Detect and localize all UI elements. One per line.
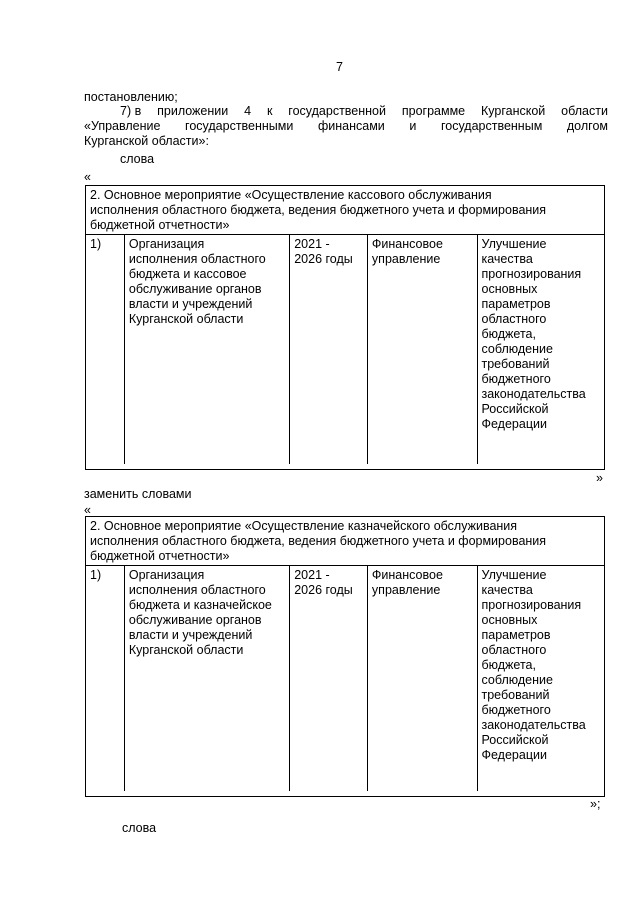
activity-name [125, 566, 290, 791]
amendment-paragraph [84, 104, 608, 149]
word: к [266, 104, 273, 118]
word: государственными [185, 119, 294, 133]
word: государственным [440, 119, 543, 133]
replace-label: заменить словами [84, 487, 192, 501]
text-line: соблюдение [481, 342, 553, 356]
new-table-header [86, 517, 604, 566]
paragraph-line-3: Курганской области»: [84, 134, 209, 148]
text-line: Улучшение [481, 237, 547, 251]
quote-open: « [84, 170, 91, 184]
text-line: Финансовое [371, 568, 443, 582]
text-line: бюджетного [481, 703, 551, 717]
quote-close: »; [590, 797, 601, 811]
expected-result [478, 566, 605, 791]
intro-line: постановлению; [84, 90, 178, 104]
word: приложении [157, 104, 229, 118]
executor [368, 566, 478, 791]
text-line: параметров [481, 628, 551, 642]
text-line: Российской [481, 402, 549, 416]
text-line: Организация [128, 568, 205, 582]
period [290, 566, 368, 791]
text-line: исполнения областного [128, 583, 266, 597]
text-line: бюджета и казначейское [128, 598, 272, 612]
header-line: 2. Основное мероприятие «Осуществление казначейского обслуживания [90, 519, 518, 533]
text-line: управление [371, 252, 441, 266]
text-line: соблюдение [481, 673, 553, 687]
text-line: Улучшение [481, 568, 547, 582]
word: программе [401, 104, 466, 118]
text-line: областного [481, 312, 547, 326]
word: Курганской [481, 104, 546, 118]
text-line: законодательства [481, 387, 586, 401]
text-line: Федерации [481, 417, 547, 431]
word: финансами [317, 119, 385, 133]
text-line: бюджета и кассовое [128, 267, 247, 281]
executor [368, 235, 478, 464]
text-line: Организация [128, 237, 205, 251]
text-line: Финансовое [371, 237, 443, 251]
paragraph-line-1 [84, 104, 608, 119]
quote-open: « [84, 503, 91, 517]
text-line: качества [481, 252, 533, 266]
old-table [85, 185, 605, 470]
row-number: 1) [86, 566, 125, 791]
text-line: 2021 - [294, 568, 330, 582]
word: и [409, 119, 417, 133]
text-line: требований [481, 688, 550, 702]
header-line: исполнения областного бюджета, ведения бюджетного учета и формирования [90, 534, 547, 548]
expected-result [478, 235, 605, 464]
text-line: Курганской области [128, 312, 244, 326]
text-line: власти и учреждений [128, 628, 253, 642]
text-line: 2021 - [294, 237, 330, 251]
header-line: 2. Основное мероприятие «Осуществление кассового обслуживания [90, 188, 492, 202]
text-line: прогнозирования [481, 267, 582, 281]
text-line: бюджетного [481, 372, 551, 386]
text-line: основных [481, 613, 538, 627]
page-number: 7 [336, 60, 343, 74]
paragraph-line-2 [84, 119, 608, 134]
header-line: исполнения областного бюджета, ведения бюджетного учета и формирования [90, 203, 547, 217]
text-line: требований [481, 357, 550, 371]
text-line: обслуживание органов [128, 613, 262, 627]
old-table-row [86, 235, 604, 464]
word: области [561, 104, 608, 118]
quote-close: » [596, 471, 603, 485]
activity-name [125, 235, 290, 464]
text-line: Федерации [481, 748, 547, 762]
text-line: исполнения областного [128, 252, 266, 266]
new-table-row [86, 566, 604, 791]
period [290, 235, 368, 464]
header-line: бюджетной отчетности» [90, 218, 230, 232]
text-line: областного [481, 643, 547, 657]
row-number: 1) [86, 235, 125, 464]
text-line: 2026 годы [294, 252, 353, 266]
text-line: законодательства [481, 718, 586, 732]
slova-label: слова [120, 152, 155, 166]
text-line: обслуживание органов [128, 282, 262, 296]
text-line: прогнозирования [481, 598, 582, 612]
text-line: власти и учреждений [128, 297, 253, 311]
word: долгом [566, 119, 608, 133]
text-line: 2026 годы [294, 583, 353, 597]
text-line: управление [371, 583, 441, 597]
text-line: Российской [481, 733, 549, 747]
slova-label-2: слова [122, 821, 157, 835]
header-line: бюджетной отчетности» [90, 549, 230, 563]
word: 4 [244, 104, 252, 118]
word: 7) в [120, 104, 142, 118]
old-table-header [86, 186, 604, 235]
word: государственной [288, 104, 386, 118]
text-line: параметров [481, 297, 551, 311]
new-table [85, 516, 605, 797]
text-line: бюджета, [481, 327, 536, 341]
text-line: качества [481, 583, 533, 597]
text-line: Курганской области [128, 643, 244, 657]
word: «Управление [84, 119, 161, 133]
text-line: основных [481, 282, 538, 296]
text-line: бюджета, [481, 658, 536, 672]
